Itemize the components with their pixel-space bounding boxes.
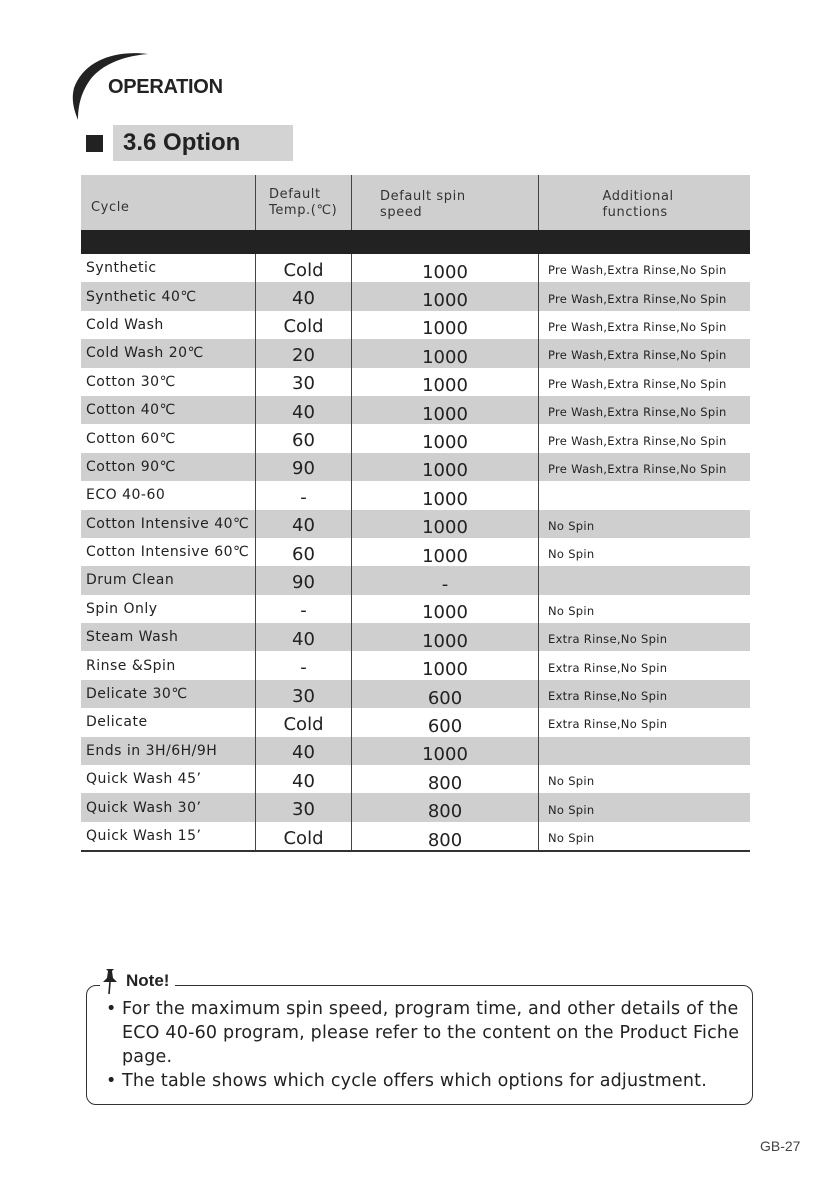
- cell-functions: Extra Rinse,No Spin: [548, 632, 668, 647]
- header-func-line1: Additional: [602, 188, 674, 204]
- header-spin-line2: speed: [380, 204, 423, 220]
- cell-cycle: Steam Wash: [81, 623, 256, 651]
- table-row: [81, 595, 750, 623]
- cell-cycle: Cold Wash 20℃: [81, 339, 256, 367]
- cell-functions: No Spin: [548, 547, 595, 562]
- cell-functions: Extra Rinse,No Spin: [548, 689, 668, 704]
- cell-temp: 60: [256, 424, 352, 452]
- cell-cycle: Quick Wash 15’: [81, 822, 256, 850]
- cell-spin: 1000: [352, 282, 539, 310]
- cell-functions: Extra Rinse,No Spin: [548, 660, 668, 675]
- cell-cycle: Cotton 40℃: [81, 396, 256, 424]
- cell-cycle: Rinse &Spin: [81, 651, 256, 679]
- table-row: [81, 339, 750, 367]
- cell-temp: 40: [256, 396, 352, 424]
- cell-cycle: Cotton 30℃: [81, 368, 256, 396]
- cell-spin: 800: [352, 822, 539, 850]
- note-bullet: • The table shows which cycle offers which options for adjustment.: [104, 1069, 754, 1093]
- pushpin-icon: [100, 967, 122, 995]
- table-row: [81, 254, 750, 282]
- cell-temp: -: [256, 651, 352, 679]
- cell-cycle: Cotton 90℃: [81, 453, 256, 481]
- cell-temp: Cold: [256, 822, 352, 850]
- table-row: [81, 793, 750, 821]
- cell-cycle: Delicate: [81, 708, 256, 736]
- note-bullet: • For the maximum spin speed, program time, and other details of the ECO 40-60 program, please refer to the content on the Product Fiche page.: [104, 997, 754, 1069]
- page-number: GB-27: [760, 1138, 801, 1154]
- cell-spin: 1000: [352, 651, 539, 679]
- section-heading: [86, 125, 293, 161]
- cell-functions: Pre Wash,Extra Rinse,No Spin: [548, 376, 727, 391]
- cell-cycle: ECO 40-60: [81, 481, 256, 509]
- cell-functions: No Spin: [548, 802, 595, 817]
- note-title: Note!: [126, 971, 170, 990]
- table-row: [81, 623, 750, 651]
- cell-temp: 40: [256, 623, 352, 651]
- header-temp-line1: Default: [269, 186, 321, 202]
- table-bottom-rule: [81, 850, 750, 852]
- cell-cycle: Quick Wash 45’: [81, 765, 256, 793]
- table-row: [81, 765, 750, 793]
- cell-functions: No Spin: [548, 518, 595, 533]
- header-default-spin: [352, 175, 539, 230]
- cell-functions: Pre Wash,Extra Rinse,No Spin: [548, 348, 727, 363]
- cell-spin: 600: [352, 708, 539, 736]
- table-row: [81, 424, 750, 452]
- cell-cycle: Cold Wash: [81, 311, 256, 339]
- table-row: [81, 737, 750, 765]
- cell-spin: 800: [352, 793, 539, 821]
- cell-functions: Extra Rinse,No Spin: [548, 717, 668, 732]
- cell-temp: 30: [256, 680, 352, 708]
- cell-functions: Pre Wash,Extra Rinse,No Spin: [548, 319, 727, 334]
- cell-functions: [539, 481, 750, 509]
- cell-functions: No Spin: [548, 603, 595, 618]
- cell-functions: No Spin: [548, 831, 595, 845]
- options-table: [81, 175, 750, 852]
- cell-functions: [539, 566, 750, 594]
- cell-spin: 1000: [352, 538, 539, 566]
- section-title: 3.6 Option: [113, 125, 293, 161]
- cell-functions: Pre Wash,Extra Rinse,No Spin: [548, 405, 727, 420]
- header-spin-line1: Default spin: [380, 188, 466, 204]
- cell-temp: 90: [256, 453, 352, 481]
- table-row: [81, 311, 750, 339]
- header-temp-line2: Temp.(℃): [269, 202, 338, 218]
- cell-spin: 1000: [352, 510, 539, 538]
- cell-cycle: Drum Clean: [81, 566, 256, 594]
- table-row: [81, 396, 750, 424]
- chapter-title: OPERATION: [108, 76, 223, 98]
- cell-spin: 600: [352, 680, 539, 708]
- table-row: [81, 680, 750, 708]
- cell-functions: Pre Wash,Extra Rinse,No Spin: [548, 263, 727, 278]
- cell-cycle: Synthetic: [81, 254, 256, 282]
- cell-spin: 1000: [352, 368, 539, 396]
- cell-spin: -: [352, 566, 539, 594]
- cell-functions: Pre Wash,Extra Rinse,No Spin: [548, 461, 727, 476]
- header-func-line2: functions: [602, 204, 668, 220]
- cell-temp: Cold: [256, 708, 352, 736]
- table-row: [81, 368, 750, 396]
- cell-temp: 60: [256, 538, 352, 566]
- cell-spin: 1000: [352, 481, 539, 509]
- table-header: [81, 175, 750, 230]
- table-row: [81, 453, 750, 481]
- cell-cycle: Ends in 3H/6H/9H: [81, 737, 256, 765]
- cell-temp: Cold: [256, 254, 352, 282]
- cell-functions: [539, 737, 750, 765]
- cell-temp: 90: [256, 566, 352, 594]
- cell-spin: 800: [352, 765, 539, 793]
- cell-cycle: Delicate 30℃: [81, 680, 256, 708]
- table-row: [81, 822, 750, 850]
- cell-cycle: Cotton Intensive 40℃: [81, 510, 256, 538]
- cell-temp: Cold: [256, 311, 352, 339]
- cell-spin: 1000: [352, 254, 539, 282]
- cell-cycle: Synthetic 40℃: [81, 282, 256, 310]
- chapter-header: [66, 48, 306, 128]
- cell-spin: 1000: [352, 396, 539, 424]
- table-row: [81, 481, 750, 509]
- table-row: [81, 538, 750, 566]
- cell-functions: No Spin: [548, 774, 595, 789]
- cell-cycle: Cotton Intensive 60℃: [81, 538, 256, 566]
- cell-spin: 1000: [352, 311, 539, 339]
- cell-temp: 30: [256, 793, 352, 821]
- cell-spin: 1000: [352, 424, 539, 452]
- cell-temp: 30: [256, 368, 352, 396]
- cell-functions: Pre Wash,Extra Rinse,No Spin: [548, 433, 727, 448]
- cell-spin: 1000: [352, 595, 539, 623]
- note-header: [100, 967, 175, 995]
- cell-temp: -: [256, 481, 352, 509]
- header-divider-bar: [81, 230, 750, 254]
- header-cycle: Cycle: [81, 175, 256, 230]
- cell-functions: Pre Wash,Extra Rinse,No Spin: [548, 291, 727, 306]
- cell-spin: 1000: [352, 339, 539, 367]
- table-row: [81, 282, 750, 310]
- cell-cycle: Quick Wash 30’: [81, 793, 256, 821]
- cell-temp: 40: [256, 282, 352, 310]
- table-row: [81, 510, 750, 538]
- cell-temp: 20: [256, 339, 352, 367]
- cell-temp: 40: [256, 737, 352, 765]
- cell-temp: 40: [256, 510, 352, 538]
- header-additional-functions: [539, 175, 750, 230]
- cell-spin: 1000: [352, 453, 539, 481]
- cell-cycle: Spin Only: [81, 595, 256, 623]
- cell-temp: -: [256, 595, 352, 623]
- table-row: [81, 566, 750, 594]
- cell-temp: 40: [256, 765, 352, 793]
- table-row: [81, 708, 750, 736]
- table-body: [81, 254, 750, 850]
- cell-spin: 1000: [352, 623, 539, 651]
- cell-cycle: Cotton 60℃: [81, 424, 256, 452]
- note-body: [104, 997, 754, 1093]
- cell-spin: 1000: [352, 737, 539, 765]
- square-bullet-icon: [86, 135, 103, 152]
- table-row: [81, 651, 750, 679]
- header-default-temp: [256, 175, 352, 230]
